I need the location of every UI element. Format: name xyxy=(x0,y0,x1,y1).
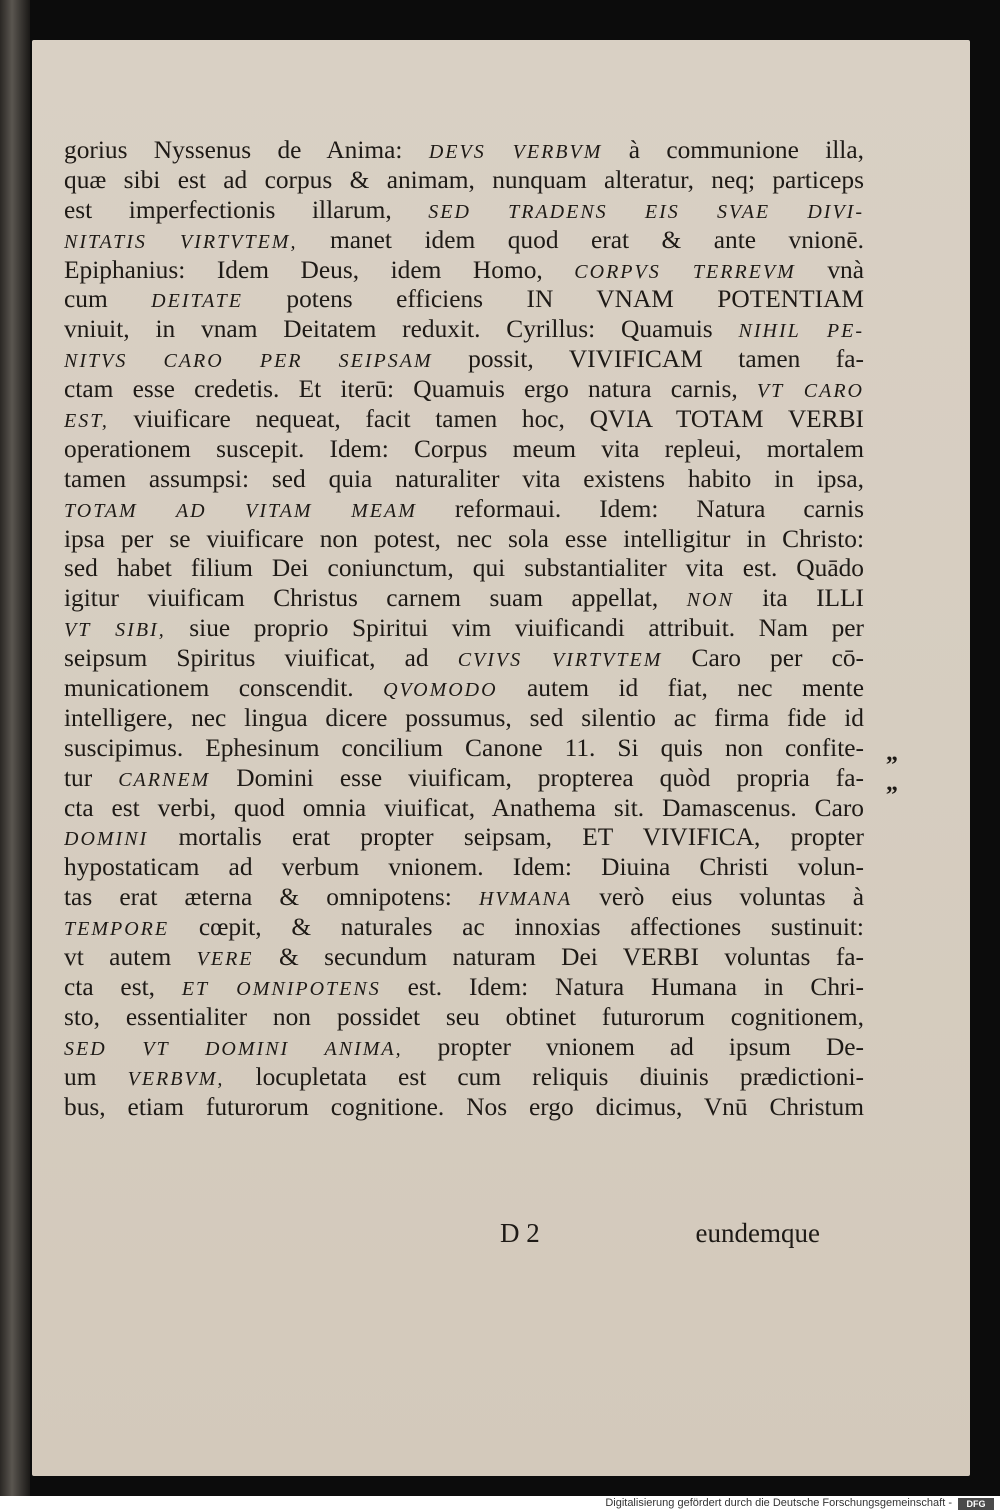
catchword: eundemque xyxy=(695,1218,820,1248)
text-segment: cta est, xyxy=(64,972,182,1001)
text-segment: cum xyxy=(64,285,152,314)
text-segment: mortalis erat propter seipsam, ET VIVIFICA, propter xyxy=(148,823,864,852)
emphasis-caps: DEITATE xyxy=(151,290,243,313)
text-line xyxy=(64,345,864,375)
emphasis-caps: SED TRADENS EIS SVAE DIVI- xyxy=(428,200,864,223)
emphasis-caps: NON xyxy=(686,589,734,612)
text-segment: vnà xyxy=(795,255,864,284)
text-line xyxy=(64,285,864,315)
text-line xyxy=(64,525,864,555)
emphasis-caps: DEVS VERBVM xyxy=(428,141,603,163)
text-segment: est imperfectionis illarum, xyxy=(64,195,429,224)
text-segment: & secundum naturam Dei VERBI voluntas fa- xyxy=(253,943,864,972)
text-line xyxy=(64,554,864,584)
text-segment: um xyxy=(64,1062,128,1091)
text-line xyxy=(64,1033,864,1063)
text-segment: operationem suscepit. Idem: Corpus meum vita repleui, mortalem xyxy=(64,434,864,463)
text-segment: potens efficiens IN VNAM POTENTIAM xyxy=(242,285,864,314)
text-line xyxy=(64,226,864,256)
text-segment: Caro per cō- xyxy=(662,644,864,673)
text-line xyxy=(64,674,864,704)
text-segment: tas erat æterna & omnipotens: xyxy=(64,883,479,912)
digitization-credit: Digitalisierung gefördert durch die Deutsche Forschungsgemeinschaft - xyxy=(605,1497,952,1509)
text-line xyxy=(64,405,864,435)
emphasis-caps: NITVS CARO PER SEIPSAM xyxy=(64,350,433,373)
text-line xyxy=(64,853,864,883)
text-line xyxy=(64,704,864,734)
dfg-logo: DFG xyxy=(958,1498,994,1510)
emphasis-caps: SED VT DOMINI ANIMA, xyxy=(64,1037,403,1060)
text-segment: Epiphanius: Idem Deus, idem Homo, xyxy=(64,255,575,284)
text-line xyxy=(64,734,864,764)
text-line xyxy=(64,196,864,226)
text-segment: viuificare nequeat, facit tamen hoc, QVIA TOTAM VERBI xyxy=(108,405,864,434)
emphasis-caps: DOMINI xyxy=(64,828,149,851)
text-segment: vniuit, in vnam Deitatem reduxit. Cyrillus: Quamuis xyxy=(64,315,739,344)
text-segment: cœpit, & naturales ac innoxias affectiones sustinuit: xyxy=(169,913,864,942)
text-line xyxy=(64,136,864,166)
emphasis-caps: VERBVM, xyxy=(127,1067,225,1090)
text-segment: possit, VIVIFICAM tamen fa- xyxy=(432,345,864,374)
text-line xyxy=(64,256,864,286)
emphasis-caps: CVIVS VIRTVTEM xyxy=(457,649,663,672)
text-segment: tamen assumpsi: sed quia naturaliter vita existens habito in ipsa, xyxy=(64,464,864,493)
text-line xyxy=(64,614,864,644)
text-segment: tur xyxy=(64,763,119,792)
text-segment: propter vnionem ad ipsum De- xyxy=(402,1032,864,1061)
emphasis-caps: TEMPORE xyxy=(64,918,170,941)
text-line xyxy=(64,584,864,614)
text-segment: à communione illa, xyxy=(602,136,864,164)
text-segment: ctam esse credetis. Et iterū: Quamuis ergo natura carnis, xyxy=(64,375,757,404)
emphasis-caps: ET OMNIPOTENS xyxy=(181,977,381,1000)
text-segment: manet idem quod erat & ante vnionē. xyxy=(297,225,864,254)
text-segment: autem id fiat, nec mente xyxy=(497,674,864,703)
book-page xyxy=(32,40,970,1476)
text-line xyxy=(64,1093,864,1123)
text-segment: verò eius voluntas à xyxy=(572,883,864,912)
emphasis-caps: CARNEM xyxy=(118,768,211,791)
emphasis-caps: NITATIS VIRTVTEM, xyxy=(64,230,298,253)
text-segment: intelligere, nec lingua dicere possumus, sed silentio ac firma fide id xyxy=(64,703,864,732)
text-segment: locupletata est cum reliquis diuinis prædictioni- xyxy=(224,1062,864,1091)
text-segment: reformaui. Idem: Natura carnis xyxy=(416,494,864,523)
text-segment: igitur viuificam Christus carnem suam appellat, xyxy=(64,584,687,613)
text-segment: est. Idem: Natura Humana in Chri- xyxy=(380,972,864,1001)
text-line xyxy=(64,823,864,853)
emphasis-caps: CORPVS TERREVM xyxy=(574,260,796,283)
text-line xyxy=(64,495,864,525)
text-segment: siue proprio Spiritui vim viuificandi attribuit. Nam per xyxy=(165,614,864,643)
text-line xyxy=(64,1063,864,1093)
text-segment: bus, etiam futurorum cognitione. Nos ergo dicimus, Vnū Christum xyxy=(64,1092,864,1121)
text-line xyxy=(64,1003,864,1033)
emphasis-caps: NIHIL PE- xyxy=(738,320,864,343)
text-segment: ipsa per se viuificare non potest, nec sola esse intelligitur in Christo: xyxy=(64,524,864,553)
body-text xyxy=(64,136,864,1122)
emphasis-caps: VT CARO xyxy=(756,380,864,403)
emphasis-caps: VERE xyxy=(196,948,254,971)
text-segment: municationem conscendit. xyxy=(64,674,384,703)
book-spine xyxy=(0,0,30,1496)
text-segment: Domini esse viuificam, propterea quòd propria fa- xyxy=(210,763,864,792)
text-line xyxy=(64,883,864,913)
text-line xyxy=(64,435,864,465)
text-line xyxy=(64,375,864,405)
text-segment: sto, essentialiter non possidet seu obtinet futurorum cognitionem, xyxy=(64,1002,864,1031)
page-footer xyxy=(500,1218,820,1258)
text-line xyxy=(64,794,864,824)
text-segment: suscipimus. Ephesinum concilium Canone 11. Si quis non confite- xyxy=(64,733,864,762)
text-segment: quæ sibi est ad corpus & animam, nunquam alteratur, neq; particeps xyxy=(64,165,864,194)
text-line xyxy=(64,315,864,345)
emphasis-caps: HVMANA xyxy=(478,888,573,911)
text-segment: sed habet filium Dei coniunctum, qui substantialiter vita est. Quādo xyxy=(64,554,864,583)
margin-quote-mark: „ xyxy=(886,740,898,766)
text-segment: seipsum Spiritus viuificat, ad xyxy=(64,644,458,673)
text-line xyxy=(64,644,864,674)
text-line xyxy=(64,913,864,943)
text-line xyxy=(64,764,864,794)
text-segment: ita ILLI xyxy=(733,584,864,613)
text-line xyxy=(64,943,864,973)
emphasis-caps: VT SIBI, xyxy=(64,619,166,642)
text-segment: hypostaticam ad verbum vnionem. Idem: Diuina Christi volun- xyxy=(64,853,864,882)
text-line xyxy=(64,166,864,196)
emphasis-caps: QVOMODO xyxy=(383,679,498,702)
text-line xyxy=(64,973,864,1003)
text-segment: cta est verbi, quod omnia viuificat, Anathema sit. Damascenus. Caro xyxy=(64,793,864,822)
signature-mark: D 2 xyxy=(500,1218,540,1248)
text-segment: vt autem xyxy=(64,943,197,972)
text-segment: gorius Nyssenus de Anima: xyxy=(64,136,429,164)
text-line xyxy=(64,465,864,495)
margin-quote-mark: „ xyxy=(886,770,898,796)
emphasis-caps: TOTAM AD VITAM MEAM xyxy=(64,499,417,522)
emphasis-caps: EST, xyxy=(64,410,109,433)
